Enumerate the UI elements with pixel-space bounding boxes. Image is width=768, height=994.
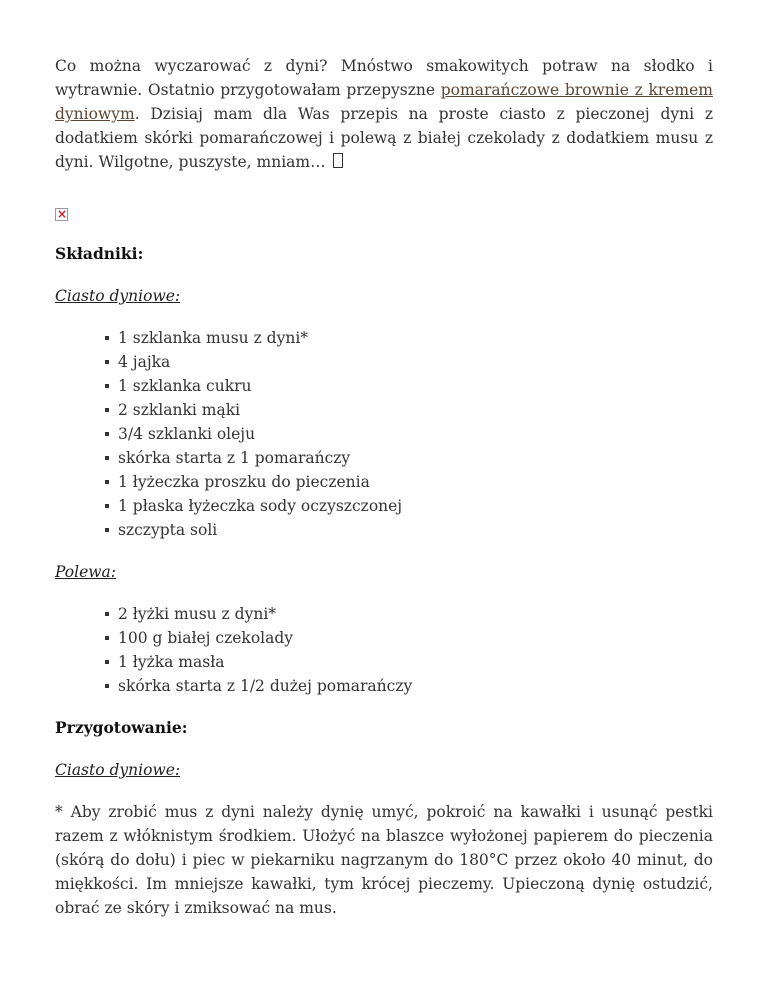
list-item: 100 g białej czekolady [105,626,713,650]
list-item: 4 jajka [105,350,713,374]
brownie-recipe-link[interactable]: pomarańczowe brownie z kremem dyniowym [55,81,713,123]
list-item: 3/4 szklanki oleju [105,422,713,446]
list-item: 2 łyżki musu z dyni* [105,602,713,626]
article-body [55,54,713,920]
preparation-heading: Przygotowanie: [55,718,188,737]
list-item: szczypta soli [105,518,713,542]
glaze-ingredients-list [55,602,713,698]
list-item: 1 łyżka masła [105,650,713,674]
intro-text-before: Co można wyczarować z dyni? Mnóstwo smakowitych potraw na słodko i wytrawnie. Ostatnio przygotowałam przepyszne [55,57,713,99]
cake-ingredients-subheading: Ciasto dyniowe: [55,287,181,305]
missing-emoji-icon [333,153,343,168]
list-item: skórka starta z 1/2 dużej pomarańczy [105,674,713,698]
intro-text-after: . Dzisiaj mam dla Was przepis na proste ciasto z pieczonej dyni z dodatkiem skórki pomarańczowej i polewą z białej czekolady z dodatkiem musu z dyni. Wilgotne, puszyste, mniam… [55,105,713,171]
preparation-paragraph: * Aby zrobić mus z dyni należy dynię umyć, pokroić na kawałki i usunąć pestki razem z włóknistym środkiem. Ułożyć na blaszce wyłożonej papierem do pieczenia (skórą do dołu) i piec w piekarniku nagrzanym do 180°C przez około 40 minut, do miękkości. Im mniejsze kawałki, tym krócej pieczemy. Upieczoną dynię ostudzić, obrać ze skóry i zmiksować na mus. [55,803,713,917]
list-item: skórka starta z 1 pomarańczy [105,446,713,470]
preparation-cake-subheading: Ciasto dyniowe: [55,761,181,779]
list-item: 1 szklanka musu z dyni* [105,326,713,350]
list-item: 1 łyżeczka proszku do pieczenia [105,470,713,494]
broken-image-icon [55,208,68,221]
list-item: 2 szklanki mąki [105,398,713,422]
list-item: 1 szklanka cukru [105,374,713,398]
ingredients-heading: Składniki: [55,244,144,263]
glaze-ingredients-subheading: Polewa: [55,563,116,581]
intro-paragraph [55,54,713,174]
list-item: 1 płaska łyżeczka sody oczyszczonej [105,494,713,518]
cake-ingredients-list [55,326,713,542]
